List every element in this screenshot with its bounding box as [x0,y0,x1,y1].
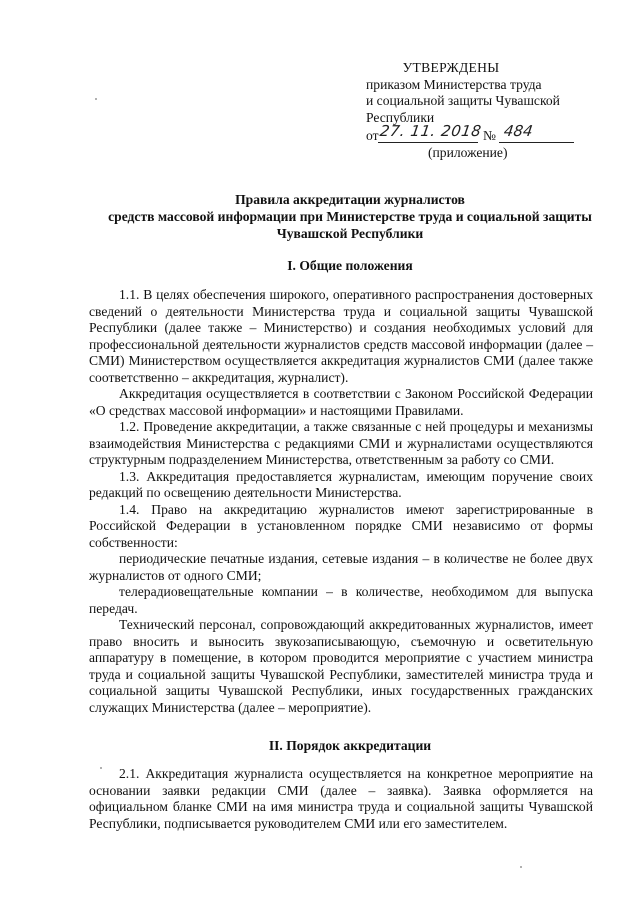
section-heading-2: II. Порядок аккредитации [268,738,432,753]
paragraph-1-1: 1.1. В целях обеспечения широкого, оперативного распространения достоверных сведений о деятельности Министерства труда и социальной защиты Чувашской Республики (далее также – Министерство) и создания необходимых условий для профессиональной деятельности журналистов средств массовой информации (далее – СМИ) Министерством осуществляется аккредитация журналистов СМИ (далее также соответственно – аккредитация, журналист). [89,287,593,385]
title-line-1: Правила аккредитации журналистов [235,192,465,207]
title-line-2: средств массовой информации при Министерстве труда и социальной защиты [108,209,592,224]
date-underline [378,142,478,143]
appendix-label: (приложение) [428,145,508,160]
order-date-number [366,124,596,146]
paragraph-1-4a: периодические печатные издания, сетевые издания – в количестве не более двух журналистов от одного СМИ; [89,551,593,583]
approval-title: УТВЕРЖДЕНЫ [402,60,500,75]
section-2-body [89,766,593,832]
approval-line-3: Республики [366,109,435,125]
approval-line-1: приказом Министерства труда [366,76,542,92]
paragraph-1-4: 1.4. Право на аккредитацию журналистов имеют зарегистрированные в Российской Федерации в установленном порядке СМИ независимо от формы собственности: [89,501,593,550]
approval-block [366,60,596,126]
paragraph-1-4b: телерадиовещательные компании – в количестве, необходимом для выпуска передач. [89,584,593,616]
paragraph-2-1: 2.1. Аккредитация журналиста осуществляется на конкретное мероприятие на основании заявки редакции СМИ (далее – заявка). Заявка оформляется на официальном бланке СМИ на имя министра труда и социальной защиты Чувашской Республики, подписывается руководителем СМИ или его заместителем. [89,766,593,831]
approval-line-2: и социальной защиты Чувашской [366,93,560,108]
section-heading-1: I. Общие положения [287,258,413,273]
paragraph-1-2: 1.2. Проведение аккредитации, а также связанные с ней процедуры и механизмы взаимодействия Министерства с редакциями СМИ и журналистами осуществляются структурным подразделением Министерства, ответственным за работу со СМИ. [89,419,593,467]
title-line-3: Чувашской Республики [276,226,424,241]
number-underline [499,142,574,143]
handwritten-date: 27. 11. 2018 [378,122,483,140]
date-prefix: от [366,128,379,143]
handwritten-number: 484 [502,122,534,140]
paragraph-1-3: 1.3. Аккредитация предоставляется журналистам, имеющим поручение своих редакций по освещению деятельности Министерства. [89,468,593,500]
paragraph-1-4c: Технический персонал, сопровождающий аккредитованных журналистов, имеет право вносить и выносить звукозаписывающую, съемочную и осветительную аппаратуру в помещение, в котором проводится мероприятие с участием министра труда и социальной защиты Чувашской Республики, заместителей министра труда и социальной защиты Чувашской Республики, иных государственных гражданских служащих Министерства (далее – мероприятие). [89,617,593,715]
section-1-body [89,287,593,716]
number-sign: № [483,128,496,143]
paragraph-1-1b: Аккредитация осуществляется в соответствии с Законом Российской Федерации «О средствах массовой информации» и настоящими Правилами. [89,386,593,418]
document-title [60,191,639,242]
